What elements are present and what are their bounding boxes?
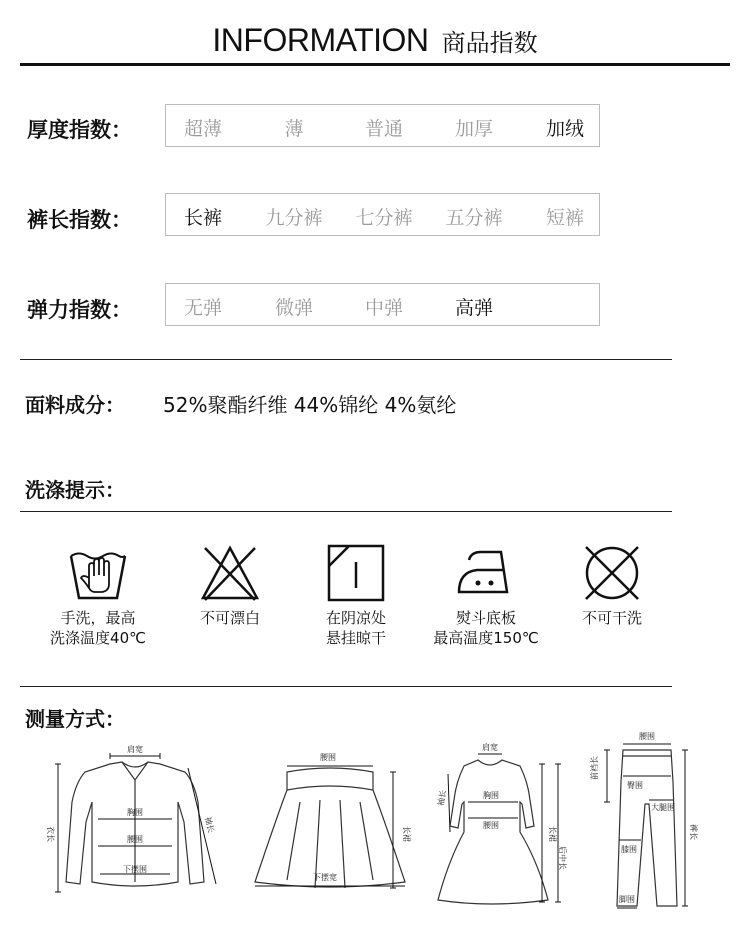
care-item-hand-wash (38, 542, 158, 648)
pants-thigh-label: 大腿围 (651, 803, 675, 812)
section-divider (20, 686, 672, 687)
elasticity-option: 中弹 (364, 297, 403, 319)
pants-hip-label: 臀围 (627, 781, 643, 790)
shirt-measure-diagram (40, 742, 230, 902)
pants-length-option: 五分裤 (445, 207, 503, 229)
thickness-option: 加厚 (454, 118, 493, 140)
no-bleach-icon (199, 542, 261, 604)
iron-icon (455, 542, 517, 604)
pants-leg-opening-label: 脚围 (619, 895, 635, 904)
pants-length-label: 裤长指数： (27, 208, 132, 232)
thickness-option: 普通 (364, 118, 403, 140)
page-header (0, 22, 750, 59)
elasticity-index-box (165, 283, 600, 326)
care-item-iron (426, 542, 546, 648)
header-title-en: INFORMATION (212, 22, 429, 58)
shade-hang-dry-icon (325, 542, 387, 604)
care-text: 不可干洗 (581, 609, 642, 627)
care-text: 在阴凉处 悬挂晾干 (325, 609, 386, 647)
skirt-length-label: 长裙 (402, 826, 411, 842)
pants-length-option: 九分裤 (265, 207, 323, 229)
care-item-no-dry-clean (552, 542, 672, 628)
care-label: 洗涤提示： (25, 478, 125, 502)
measure-label: 测量方式： (25, 707, 125, 731)
elasticity-option: 微弹 (274, 297, 313, 319)
thickness-option: 薄 (284, 118, 304, 140)
fabric-composition: 52%聚酯纤维 44%锦纶 4%氨纶 (163, 393, 457, 417)
shirt-chest-label: 胸围 (127, 808, 143, 817)
care-text: 手洗，最高 洗涤温度40℃ (50, 609, 146, 647)
thickness-index-box (165, 104, 600, 147)
section-divider (20, 359, 672, 360)
section-divider (20, 511, 672, 512)
care-item-shade-dry (296, 542, 416, 648)
pants-length-option: 短裤 (545, 207, 584, 229)
pants-front-rise-label: 前裆长 (590, 756, 599, 780)
pants-length-index-box (165, 193, 600, 236)
pants-waist-label: 腰围 (639, 732, 655, 741)
hand-wash-icon (67, 542, 129, 604)
fabric-label: 面料成分： (25, 393, 125, 417)
shirt-shoulder-label: 肩宽 (127, 745, 143, 754)
dress-chest-label: 胸围 (483, 791, 499, 800)
shirt-waist-label: 腰围 (127, 835, 143, 844)
thickness-label: 厚度指数： (27, 118, 132, 142)
care-text: 熨斗底板 最高温度150℃ (433, 609, 539, 647)
shirt-sleeve-label: 袖长 (203, 815, 216, 834)
dress-waist-label: 腰围 (483, 821, 499, 830)
pants-length-label: 裤长 (689, 824, 698, 840)
thickness-option-active: 加绒 (545, 118, 584, 140)
pants-measure-diagram (585, 730, 698, 915)
dress-measure-diagram (430, 742, 570, 912)
dress-shoulder-label: 肩宽 (482, 743, 498, 752)
dress-back-length-label: 后中长 (558, 846, 567, 870)
skirt-measure-diagram (245, 742, 415, 902)
header-title-cn: 商品指数 (441, 29, 538, 57)
dress-sleeve-label: 袖长 (436, 789, 449, 807)
elasticity-option: 无弹 (183, 297, 222, 319)
elasticity-label: 弹力指数： (27, 298, 132, 322)
header-divider (20, 63, 730, 66)
elasticity-option-active: 高弹 (454, 297, 493, 319)
dress-length-label: 长裙 (548, 826, 557, 842)
shirt-hem-label: 下摆围 (123, 865, 147, 874)
pants-length-option: 七分裤 (355, 207, 413, 229)
no-dry-clean-icon (581, 542, 643, 604)
pants-knee-label: 膝围 (621, 845, 637, 854)
shirt-length-label: 衣长 (46, 826, 55, 842)
care-text: 不可漂白 (199, 609, 260, 627)
skirt-waist-label: 腰围 (320, 753, 336, 762)
thickness-option: 超薄 (183, 118, 222, 140)
care-item-no-bleach (170, 542, 290, 628)
skirt-hem-label: 下摆宽 (313, 873, 337, 882)
pants-length-option-active: 长裤 (183, 207, 222, 229)
